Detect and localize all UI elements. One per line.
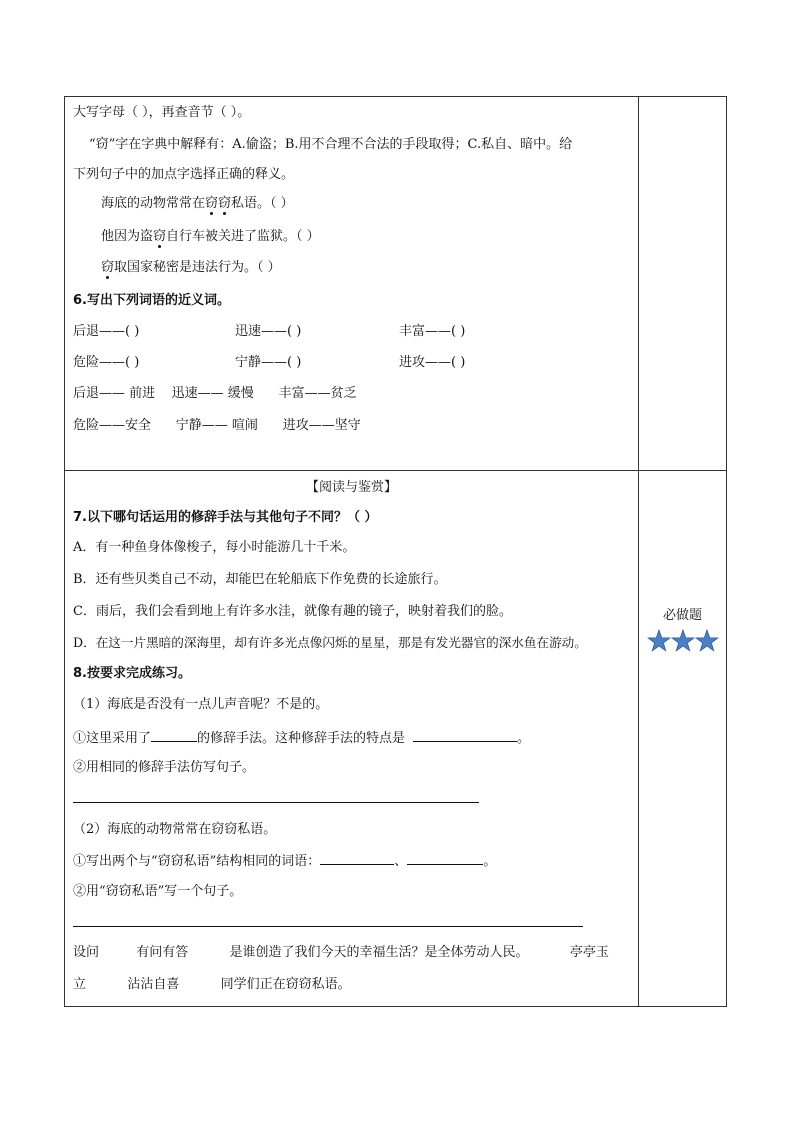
option-b: B．还有些贝类自己不动，却能巴在轮船底下作免费的长途旅行。 bbox=[73, 572, 447, 587]
option-d: D．在这一片黑暗的深海里，却有许多光点像闪烁的星星，那是有发光器官的深水鱼在游动。 bbox=[73, 635, 587, 650]
star-icon bbox=[648, 630, 670, 651]
star-icon bbox=[672, 630, 694, 651]
definition-intro: “窃”字在字典中解释有：A.偷盗；B.用不合理不合法的手段取得；C.私自、暗中。给 bbox=[89, 137, 573, 152]
answers-line-2: 立 沾沾自喜 同学们正在窃窃私语。 bbox=[73, 977, 351, 992]
sentence-2: 他因为盗窃自行车被关进了监狱。（ ） bbox=[101, 229, 320, 244]
must-do-label: 必做题 bbox=[662, 608, 702, 623]
synonym-answers-1: 后退—— 前进 迅速—— 缓慢 丰富——贫乏 bbox=[73, 386, 357, 401]
dotted-char: 窃 bbox=[218, 196, 232, 211]
answer-blank[interactable] bbox=[320, 852, 394, 865]
sentence-1: 海底的动物常常在窃窃私语。（ ） bbox=[101, 196, 294, 211]
dotted-char: 窃 bbox=[205, 196, 219, 211]
question-8-part-1: （1）海底是否没有一点儿声音呢？不是的。 bbox=[73, 697, 329, 712]
synonym-blank: 丰富——( ) bbox=[399, 324, 466, 339]
definition-instruction: 下列句子中的加点字选择正确的释义。 bbox=[73, 167, 295, 182]
vocabulary-row bbox=[65, 97, 727, 471]
option-c: C．雨后，我们会看到地上有许多水洼，就像有趣的镜子，映射着我们的脸。 bbox=[73, 604, 512, 619]
dotted-char: 窃 bbox=[101, 260, 115, 275]
question-8-1b: ②用相同的修辞手法仿写句子。 bbox=[73, 760, 256, 775]
synonym-row-2 bbox=[73, 354, 465, 372]
question-8-1a: ①这里采用了 的修辞手法。这种修辞手法的特点是 。 bbox=[73, 731, 531, 746]
answer-blank[interactable] bbox=[151, 729, 197, 742]
synonym-blank: 后退——( ) bbox=[73, 324, 140, 339]
question-6-title: 6.写出下列词语的近义词。 bbox=[73, 293, 230, 308]
answer-blank[interactable] bbox=[413, 729, 517, 742]
synonym-row-1 bbox=[73, 323, 465, 341]
synonym-blank: 宁静——( ) bbox=[235, 355, 302, 370]
writing-line[interactable] bbox=[73, 926, 583, 927]
question-8-title: 8.按要求完成练习。 bbox=[73, 666, 191, 681]
reading-row bbox=[65, 471, 727, 1007]
answers-line-1: 设问 有问有答 是谁创造了我们今天的幸福生活？是全体劳动人民。 亭亭玉 bbox=[73, 945, 609, 960]
vocabulary-cell bbox=[65, 97, 639, 471]
reading-cell bbox=[65, 471, 639, 1007]
difficulty-cell bbox=[639, 471, 727, 1007]
dictionary-lookup-line: 大写字母（ ），再查音节（ ）。 bbox=[73, 105, 251, 120]
question-8-2a: ①写出两个与“窃窃私语”结构相同的词语： 、 。 bbox=[73, 854, 497, 869]
question-8-part-2: （2）海底的动物常常在窃窃私语。 bbox=[73, 822, 277, 837]
synonym-blank: 迅速——( ) bbox=[235, 324, 302, 339]
star-rating bbox=[647, 629, 719, 653]
worksheet-table bbox=[64, 96, 727, 1007]
synonym-answers-2: 危险——安全 宁静—— 喧闹 进攻——坚守 bbox=[73, 418, 361, 433]
sentence-3: 窃取国家秘密是违法行为。（ ） bbox=[101, 260, 281, 275]
synonym-blank: 进攻——( ) bbox=[399, 355, 466, 370]
synonym-blank: 危险——( ) bbox=[73, 355, 140, 370]
section-title: 【阅读与鉴赏】 bbox=[305, 480, 397, 495]
writing-line[interactable] bbox=[73, 802, 479, 803]
star-icon bbox=[696, 630, 718, 651]
question-7-title: 7.以下哪句话运用的修辞手法与其他句子不同？（ ） bbox=[73, 510, 378, 525]
side-cell-empty bbox=[639, 97, 727, 471]
answer-blank[interactable] bbox=[407, 852, 483, 865]
option-a: A．有一种鱼身体像梭子，每小时能游几十千米。 bbox=[73, 540, 356, 555]
dotted-char: 窃 bbox=[153, 229, 167, 244]
question-8-2b: ②用“窃窃私语”写一个句子。 bbox=[73, 884, 243, 899]
